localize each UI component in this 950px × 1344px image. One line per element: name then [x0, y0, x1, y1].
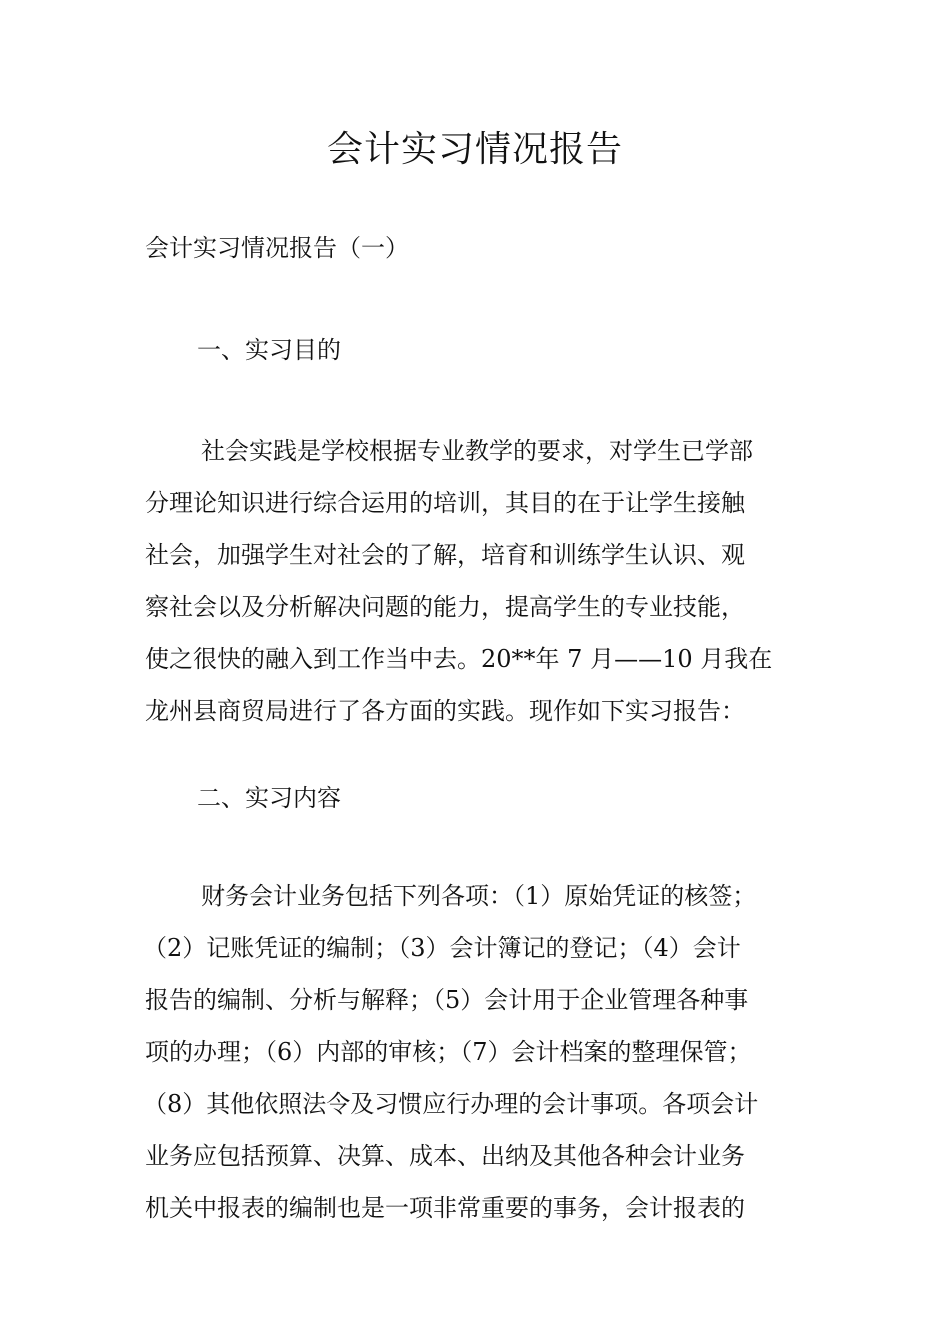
paragraph-line: 项的办理；（6）内部的审核；（7）会计档案的整理保管；	[145, 1038, 752, 1066]
paragraph-line: 业务应包括预算、决算、成本、出纳及其他各种会计业务	[145, 1142, 745, 1170]
paragraph-line: 分理论知识进行综合运用的培训，其目的在于让学生接触	[145, 489, 745, 517]
paragraph-content	[145, 870, 845, 1234]
paragraph-line: 社会，加强学生对社会的了解，培育和训练学生认识、观	[145, 541, 745, 569]
section-heading-purpose: 一、实习目的	[197, 336, 341, 364]
paragraph-line: （8）其他依照法令及习惯应行办理的会计事项。各项会计	[143, 1090, 759, 1118]
paragraph-line: 察社会以及分析解决问题的能力，提高学生的专业技能，	[145, 593, 745, 621]
paragraph-line: 机关中报表的编制也是一项非常重要的事务，会计报表的	[145, 1194, 745, 1222]
paragraph-line: 社会实践是学校根据专业教学的要求，对学生已学部	[201, 437, 753, 465]
report-subtitle: 会计实习情况报告（一）	[145, 234, 409, 262]
paragraph-line: 报告的编制、分析与解释；（5）会计用于企业管理各种事	[145, 986, 749, 1014]
paragraph-line: 使之很快的融入到工作当中去。20**年 7 月——10 月我在	[145, 645, 773, 673]
paragraph-purpose	[145, 425, 845, 737]
section-heading-content: 二、实习内容	[197, 784, 341, 812]
document-title: 会计实习情况报告	[326, 129, 623, 170]
paragraph-line: 龙州县商贸局进行了各方面的实践。现作如下实习报告：	[145, 697, 745, 725]
paragraph-line: （2）记账凭证的编制；（3）会计簿记的登记；（4）会计	[143, 934, 741, 962]
paragraph-line: 财务会计业务包括下列各项：（1）原始凭证的核签；	[201, 882, 757, 910]
